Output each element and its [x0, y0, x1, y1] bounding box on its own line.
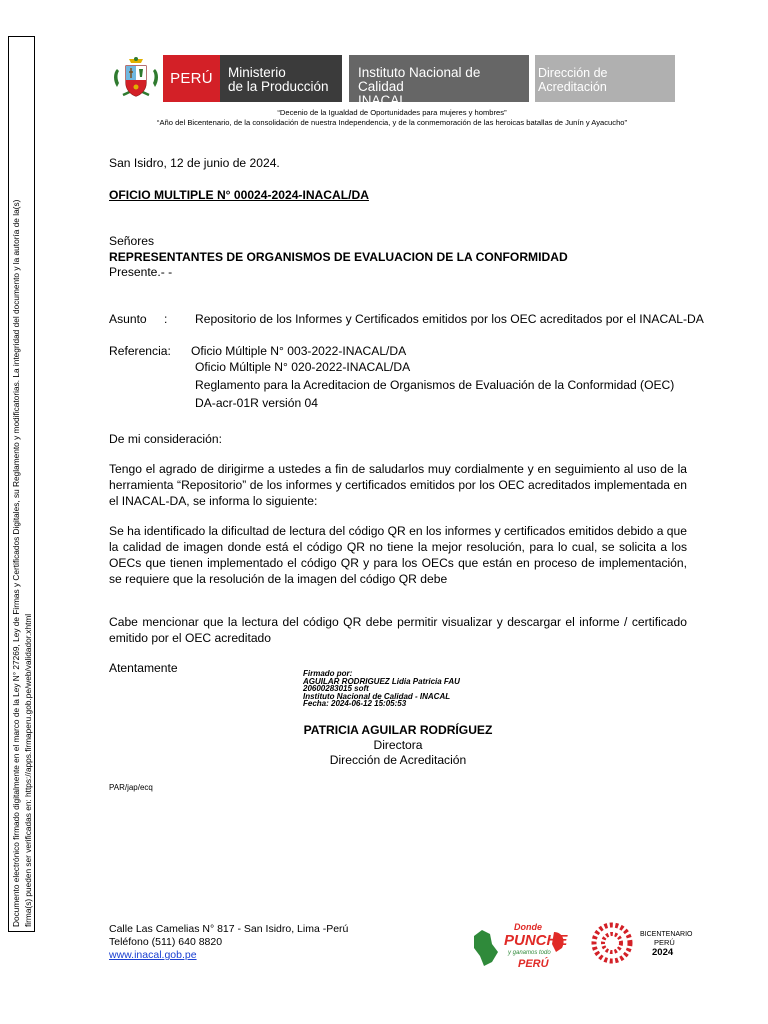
letter-reference-number: OFICIO MULTIPLE N° 00024-2024-INACAL/DA [109, 188, 369, 202]
year-motto: “Año del Bicentenario, de la consolidación de nuestra Independencia, y de la conmemoración de las heroicas batallas de Junín y Ayacucho” [156, 118, 628, 127]
campaign-line1: Donde [514, 922, 542, 932]
website-link[interactable]: www.inacal.gob.pe [109, 949, 197, 961]
subject-label: Asunto [109, 312, 147, 326]
bicentenario-emblem-icon [588, 918, 696, 970]
initials: PAR/jap/ecq [109, 783, 153, 792]
side-note-line2: firma(s) pueden ser verificadas en: https://apps.firmaperu.gob.pe/web/validador.xhtml [23, 613, 33, 927]
ministry-line1: Ministerio [228, 65, 286, 80]
peru-brand-box [163, 55, 220, 102]
bicentenario-line3: 2024 [652, 947, 674, 958]
institute-line1: Instituto Nacional de Calidad [358, 65, 481, 94]
signature-line: Firmado por: [303, 669, 353, 678]
side-note-line1: Documento electrónico firmado digitalmente en el marco de la Ley N° 27269, Ley de Firmas y Certificados Digitales, su Reglamento y modificatorias. La integridad del documento y la autoría de la(s) [11, 199, 21, 927]
bicentenario-line2: PERÚ [654, 938, 675, 947]
country-label: PERÚ [170, 69, 213, 87]
reference-label: Referencia: [109, 344, 171, 358]
bicentenario-logo [588, 918, 696, 970]
campaign-line4: PERÚ [518, 958, 549, 970]
signatory-name: PATRICIA AGUILAR RODRÍGUEZ [303, 723, 493, 737]
paragraph-qr-issue: Se ha identificado la dificultad de lectura del código QR en los informes y certificados emitidos debido a que la calidad de imagen donde está el código QR no tiene la mejor resolución, para lo cual, se solicita a los OECs que tienen implementado el código QR y para los OECs que están en proceso de implementación, se requiere que la resolución de la imagen del código QR debe [109, 524, 687, 586]
paragraph-intro: Tengo el agrado de dirigirme a ustedes a fin de saludarlos muy cordialmente y en seguimiento al uso de la herramienta “Repositorio” de los informes y certificados emitidos por los OEC acreditados implementada en el INACAL-DA, se informa lo siguiente: [109, 462, 687, 508]
footer-phone: Teléfono (511) 640 8820 [109, 936, 223, 948]
reference-item: Oficio Múltiple N° 003-2022-INACAL/DA [191, 344, 407, 358]
ministry-line2: de la Producción [228, 79, 329, 94]
signature-line: Instituto Nacional de Calidad - INACAL [303, 691, 451, 701]
letter-date: San Isidro, 12 de junio de 2024. [109, 156, 280, 170]
direction-brand-box [535, 55, 675, 102]
campaign-line2: PUNCHE [504, 932, 568, 949]
recipient: REPRESENTANTES DE ORGANISMOS DE EVALUACION DE LA CONFORMIDAD [109, 250, 568, 264]
institute-brand-box [349, 55, 529, 108]
letterhead [109, 55, 675, 108]
footer-contact [109, 923, 348, 962]
institute-line2: INACAL [358, 93, 407, 108]
direction-label: Dirección de Acreditación [538, 66, 608, 94]
greeting: De mi consideración: [109, 432, 222, 446]
reference-item: Oficio Múltiple N° 020-2022-INACAL/DA [195, 360, 411, 374]
digital-signature-side-note [8, 36, 35, 932]
ministry-brand-box [220, 55, 342, 102]
signatory-title: Directora [373, 738, 423, 752]
signatory-office: Dirección de Acreditación [329, 753, 467, 767]
subject-colon: : [164, 312, 168, 326]
closing: Atentamente [109, 661, 178, 675]
subject-text: Repositorio de los Informes y Certificados emitidos por los OEC acreditados por el INACAL-DA [195, 312, 704, 326]
footer-address: Calle Las Camelias N° 817 - San Isidro, Lima -Perú [109, 923, 349, 935]
paragraph-qr-requirement: Cabe mencionar que la lectura del código QR debe permitir visualizar y descargar el informe / certificado emitido por el OEC acreditado [109, 615, 687, 645]
salutation: Señores [109, 234, 155, 248]
signature-line: 20600283015 soft [303, 684, 369, 693]
punche-peru-logo-icon [470, 918, 570, 972]
reference-item: DA-acr-01R versión 04 [195, 396, 318, 410]
punche-peru-logo [470, 918, 570, 972]
campaign-line3: y ganamos todo [508, 950, 551, 956]
presente: Presente.- - [109, 265, 173, 279]
decade-motto: “Decenio de la Igualdad de Oportunidades para mujeres y hombres” [277, 108, 507, 117]
bicentenario-line1: BICENTENARIO [640, 931, 693, 938]
reference-item: Reglamento para la Acreditacion de Organismos de Evaluación de la Conformidad (OEC) [195, 378, 675, 392]
digital-signature-block [303, 670, 460, 708]
peru-coat-of-arms-icon [109, 55, 163, 102]
signature-line: AGUILAR RODRIGUEZ Lidia Patricia FAU [303, 676, 460, 686]
signature-line: Fecha: 2024-06-12 15:05:53 [303, 699, 407, 708]
